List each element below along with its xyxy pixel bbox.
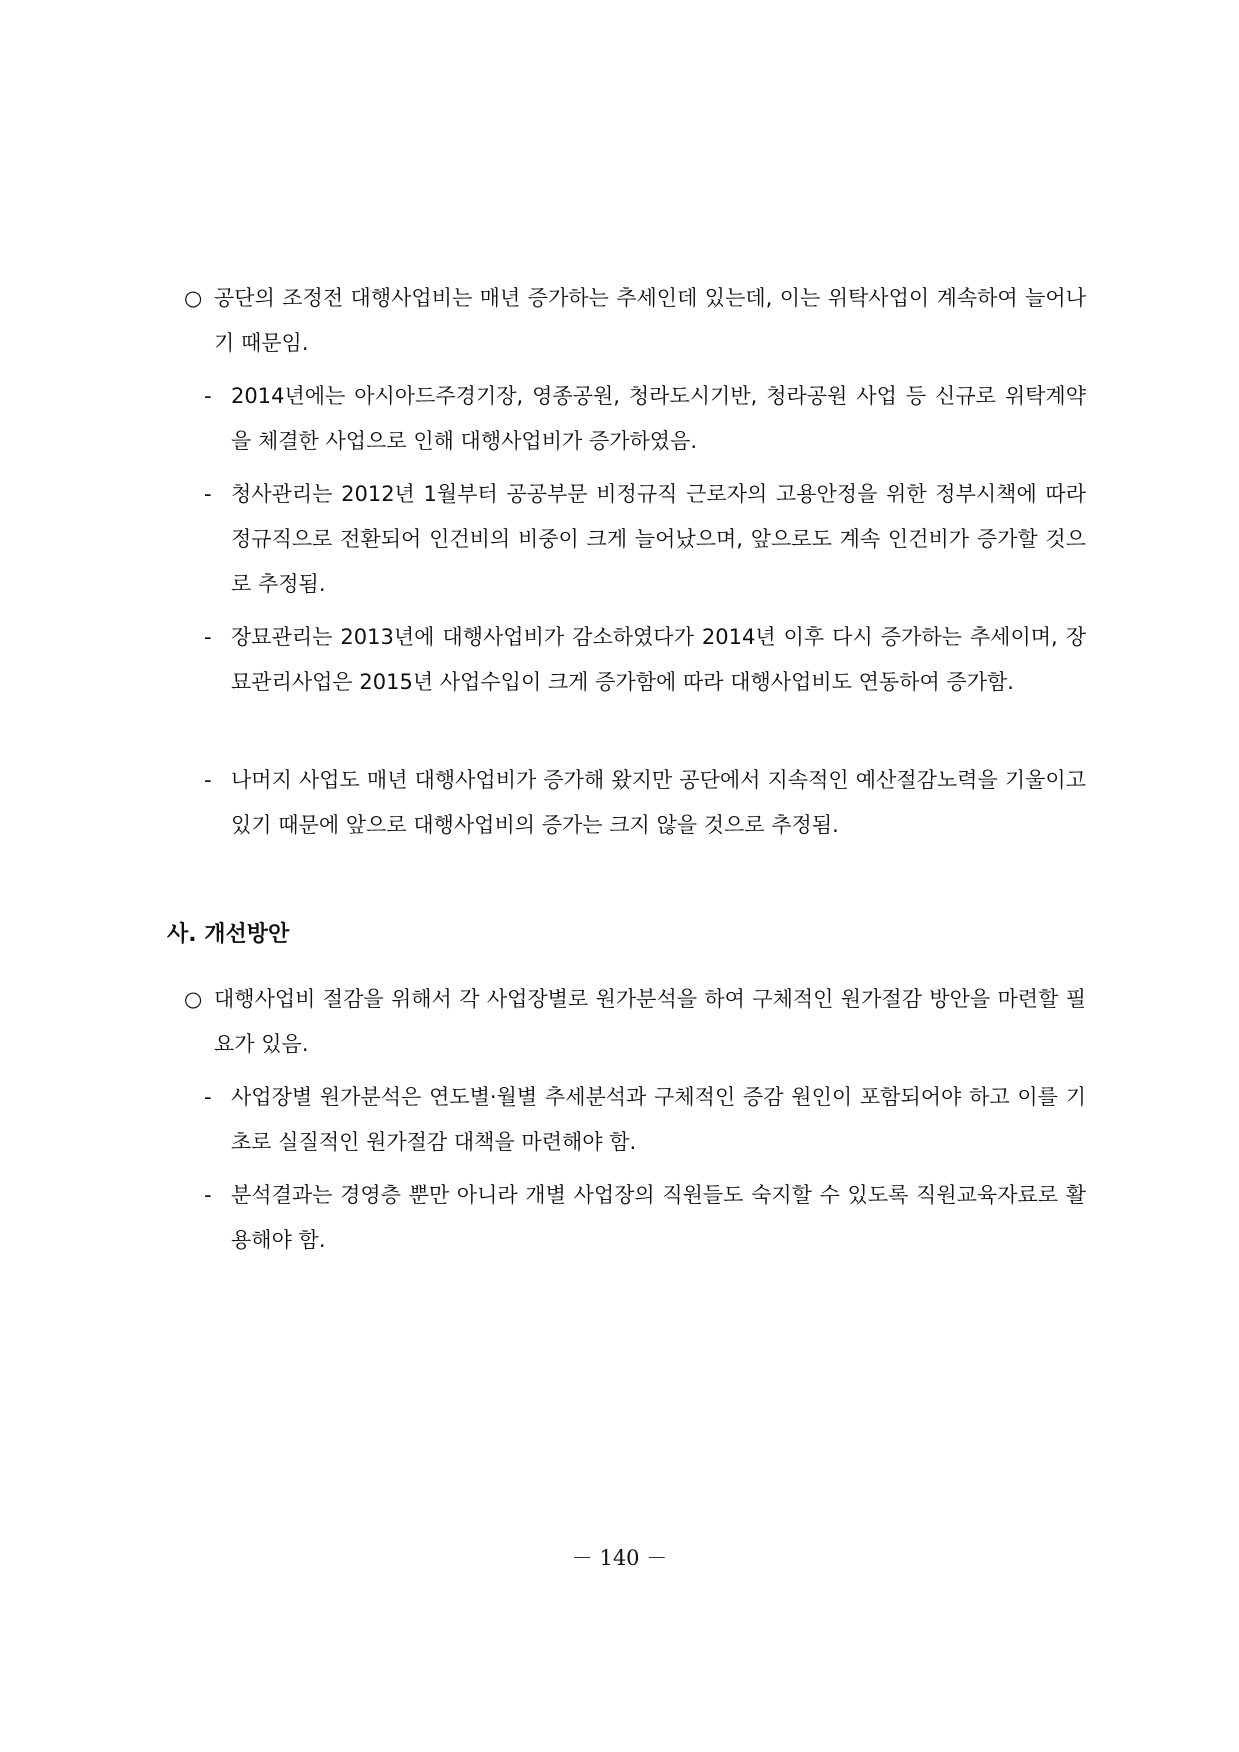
section2-bullet-2: 분석결과는 경영층 뿐만 아니라 개별 사업장의 직원들도 숙지할 수 있도록 직원교육자료로 활용해야 함.: [231, 1183, 1086, 1252]
dash-bullet-marker: -: [204, 1085, 212, 1109]
dash-bullet-marker: -: [204, 1183, 212, 1207]
section1-bullet-1: 2014년에는 아시아드주경기장, 영종공원, 청라도시기반, 청라공원 사업 등 신규로 위탁계약을 체결한 사업으로 인해 대행사업비가 증가하였음.: [231, 384, 1086, 453]
section1-bullet-4: 나머지 사업도 매년 대행사업비가 증가해 왔지만 공단에서 지속적인 예산절감노력을 기울이고 있기 때문에 앞으로 대행사업비의 증가는 크지 않을 것으로 추정됨.: [231, 768, 1086, 837]
section1-intro-paragraph: 공단의 조정전 대행사업비는 매년 증가하는 추세인데 있는데, 이는 위탁사업이 계속하여 늘어나기 때문임.: [214, 286, 1086, 355]
circle-bullet-marker: ○: [184, 987, 203, 1011]
dash-bullet-marker: -: [204, 625, 212, 649]
dash-bullet-marker: -: [204, 384, 212, 408]
page-number: － 140 －: [571, 1546, 668, 1570]
dash-bullet-marker: -: [204, 482, 212, 506]
circle-bullet-marker: ○: [184, 286, 203, 310]
section2-intro-paragraph: 대행사업비 절감을 위해서 각 사업장별로 원가분석을 하여 구체적인 원가절감 방안을 마련할 필요가 있음.: [214, 987, 1086, 1056]
section2-bullet-1: 사업장별 원가분석은 연도별·월별 추세분석과 구체적인 증감 원인이 포함되어야 하고 이를 기초로 실질적인 원가절감 대책을 마련해야 함.: [231, 1085, 1086, 1154]
section1-bullet-3: 장묘관리는 2013년에 대행사업비가 감소하였다가 2014년 이후 다시 증가하는 추세이며, 장묘관리사업은 2015년 사업수입이 크게 증가함에 따라 대행사업비도 연동하여 증가함.: [231, 625, 1086, 694]
section1-bullet-2: 청사관리는 2012년 1월부터 공공부문 비정규직 근로자의 고용안정을 위한 정부시책에 따라 정규직으로 전환되어 인건비의 비중이 크게 늘어났으며, 앞으로도 계속 인건비가 증가할 것으로 추정됨.: [231, 482, 1086, 596]
section-heading: 사. 개선방안: [167, 922, 290, 947]
dash-bullet-marker: -: [204, 768, 212, 792]
